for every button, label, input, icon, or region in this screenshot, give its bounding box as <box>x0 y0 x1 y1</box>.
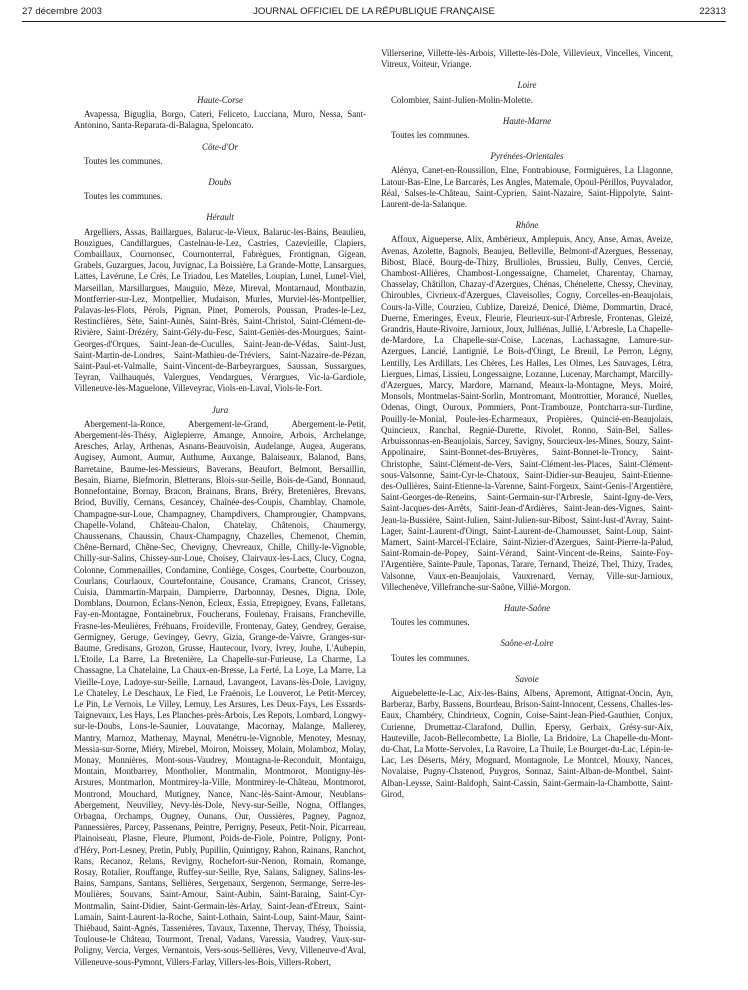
right-column <box>381 48 673 810</box>
department-heading: Côte-d'Or <box>202 141 238 152</box>
department-section <box>381 80 673 105</box>
commune-list: Toutes les communes. <box>84 191 163 202</box>
department-section <box>381 638 673 663</box>
department-heading: Rhône <box>515 220 539 231</box>
department-section-continued <box>381 48 673 70</box>
commune-list: Abergement-la-Ronce, Abergement-le-Grand, Abergement-le-Petit, Abergement-lès-Thésy, Aiglepierre, Amange, Annoire, Arbois, Archelange, Aresches, Arlay, Arthenas, Asnans-Beauvoisin, Audelange, Augea, Augerans, Augisey, Aumont, Aumur, Authume, Auxange, Balaiseaux, Balanod, Bans, Barretaine, Baume-les-Messieurs, Baverans, Beaufort, Belmont, Bersaillin, Besain, Biarne, Biefmorin, Bletterans, Blois-sur-Seille, Bois-de-Gand, Bonnaud, Bonnefontaine, Bornay, Bracon, Brainans, Brans, Bréry, Bretenières, Brevans, Briod, Buvilly, Cernans, Cesancey, Chaînée-des-Coupis, Chamblay, Chamole, Champagne-sur-Loue, Champagney, Champdivers, Champrougier, Champvans, Chapelle-Voland, Château-Chalon, Chatelay, Châtenois, Chaumergy, Chaussenans, Chaussin, Chaux-Champagny, Chazelles, Chemenot, Chemin, Chêne-Bernard, Chêne-Sec, Chevigny, Chevreaux, Chille, Chilly-le-Vignoble, Chilly-sur-Salins, Chissey-sur-Loue, Choisey, Clairvaux-les-Lacs, Clucy, Cogna, Colonne, Commenailles, Condamine, Conliège, Cosges, Courbette, Courbouzon, Courlans, Courlaoux, Courtefontaine, Cousance, Cramans, Crancot, Crissey, Cuisia, Dammartin-Marpain, Dampierre, Darbonnay, Desnes, Digna, Dole, Domblans, Dournon, Eclans-Nenon, Ecleux, Essia, Etrepigney, Evans, Falletans, Fay-en-Montagne, Fontainebrux, Foucherans, Foulenay, Fraisans, Francheville, Frasne-les-Meulières, Fréhuans, Froideville, Frontenay, Gatey, Gendrey, Geraise, Germigney, Geruge, Gevingey, Gevry, Gizia, Grange-de-Vaivre, Granges-sur-Baume, Gredisans, Grozon, Grusse, Hautecour, Ivory, Ivrey, Jouhe, L'Aubepin, L'Etoile, La Barre, La Bretenière, La Chapelle-sur-Furieuse, La Charme, La Chassagne, La Chatelaine, La Chaux-en-Bresse, La Ferté, La Loye, La Marre, La Vieille-Loye, Ladoye-sur-Seille, Larnaud, Lavangeot, Lavans-lès-Dole, Lavigny, Le Chateley, Le Deschaux, Le Fied, Le Fraénois, Le Louverot, Le Petit-Mercey, Le Pin, Le Vernois, Le Villey, Lemuy, Les Arsures, Les Deux-Fays, Les Essards-Taignevaux, Les Hays, Les Planches-près-Arbois, Les Repots, Lombard, Longwy-sur-le-Doubs, Lons-le-Saunier, Louvatange, Macornay, Malange, Mallerey, Mantry, Marnoz, Mathenay, Maynal, Menétru-le-Vignoble, Menotey, Mesnay, Messia-sur-Sorne, Miéry, Mirebel, Moiron, Moissey, Molain, Molamboz, Molay, Monay, Monnières, Mont-sous-Vaudrey, Montagna-le-Reconduit, Montaigu, Montain, Montbarrey, Montholier, Montmalin, Montmorot, Montigny-lès-Arsures, Montmarlon, Montmirey-la-Ville, Montmirey-le-Château, Montmorot, Montrond, Mouchard, Mutigney, Nance, Nanc-lès-Saint-Amour, Neublans-Abergement, Neuvilley, Nevy-lès-Dole, Nevy-sur-Seille, Nogna, Offlanges, Orbagna, Orchamps, Ougney, Ounans, Our, Oussières, Pagney, Pagnoz, Pannessières, Parcey, Passenans, Peintre, Perrigny, Peseux, Petit-Noir, Picarreau, Plainoiseau, Plasne, Fleure, Plumont, Poids-de-Fiole, Pointre, Poligny, Pont-d'Héry, Port-Lesney, Pretin, Publy, Pupillin, Quintigny, Rahon, Rainans, Ranchot, Rans, Recanoz, Relans, Revigny, Rochefort-sur-Nenon, Romain, Romange, Rosay, Rotalier, Rouffange, Ruffey-sur-Seille, Rye, Salans, Saligney, Salins-les-Bains, Sampans, Santans, Sellières, Sergenaux, Sergenon, Sermange, Serre-les-Moulières, Souvans, Saint-Amour, Saint-Aubin, Saint-Baraing, Saint-Cyr-Montmalin, Saint-Didier, Saint-Germain-lès-Arlay, Saint-Jean-d'Etreux, Saint-Lamain, Saint-Laurent-la-Roche, Saint-Lothain, Saint-Loup, Saint-Maur, Saint-Thiébaud, Saint-Agnès, Tassenières, Tavaux, Taxenne, Thervay, Thésy, Thoissia, Toulouse-le Château, Tourmont, Trenal, Vadans, Varessia, Vaudrey, Vaux-sur-Poligny, Vercia, Verges, Vernantois, Vers-sous-Sellières, Vevy, Villeneuve-d'Aval, Villeneuve-sous-Pymont, Villers-Farlay, Villers-les-Bois, Villers-Robert, <box>74 418 366 967</box>
department-heading: Jura <box>211 404 229 415</box>
department-section <box>74 95 366 132</box>
department-heading: Haute-Saône <box>503 602 551 613</box>
header-rule <box>22 21 726 22</box>
department-heading: Loire <box>517 80 537 91</box>
commune-list: Avapessa, Biguglia, Borgo, Cateri, Feliceto, Lucciana, Muro, Nessa, Sant-Antonino, Santa-Reparata-di-Balagna, Speloncato. <box>74 109 366 131</box>
department-section <box>381 151 673 210</box>
commune-list: Toutes les communes. <box>391 130 470 141</box>
department-heading: Pyrénées-Orientales <box>490 151 564 162</box>
department-section <box>381 674 673 800</box>
commune-list: Aiguebelette-le-Lac, Aix-les-Bains, Albens, Apremont, Attignat-Oncin, Ayn, Barberaz, Barby, Bassens, Bourdeau, Brison-Saint-Innocent, Cessens, Challes-les-Eaux, Chambéry, Chindrieux, Cognin, Coise-Saint-Jean-Pied-Gauthier, Conjux, Curienne, Drumettaz-Clarafond, Dullin, Epersy, Gerbaix, Grésy-sur-Aix, Hauteville, Jacob-Bellecombette, La Biolle, La Bridoire, La Chapelle-du-Mont-du-Chat, La Motte-Servolex, La Ravoire, La Thuile, Le Bourget-du-Lac, Lépin-le-Lac, Les Déserts, Méry, Mognard, Montagnole, Le Montcel, Mouxy, Nances, Novalaise, Pugny-Chatenod, Puygros, Sonnaz, Saint-Alban-de-Montbel, Saint-Alban-Leysse, Saint-Baldoph, Saint-Cassin, Saint-Germain-la-Chambotte, Saint-Girod, <box>381 687 673 799</box>
department-section <box>381 603 673 628</box>
header-date: 27 décembre 2003 <box>22 6 103 17</box>
commune-list: Alénya, Canet-en-Roussillon, Elne, Fontrabiouse, Formiguères, La Llagonne, Latour-Bas-Elne, Le Barcarès, Les Angles, Matemale, Opoul-Périllos, Puyvalador, Réal, Salses-le-Château, Saint-Cyprien, Saint-Nazaire, Saint-Hippolyte, Saint-Laurent-de-la-Salanque. <box>381 165 673 210</box>
commune-list: Argelliers, Assas, Baillargues, Balaruc-le-Vieux, Balaruc-les-Bains, Beaulieu, Bouzigues, Candillargues, Castelnau-le-Lez, Castries, Cazevieille, Clapiers, Combaillaux, Cournonsec, Cournonterral, Fabrègues, Frontignan, Gigean, Grabels, Guzargues, Jacou, Juvignac, La Boissière, La Grande-Motte, Lansargues, Lattes, Lavérune, Le Crès, Le Triadou, Les Matelles, Loupian, Lunel, Lunel-Viel, Marseillan, Marsillargues, Mauguio, Mèze, Mireval, Montarnaud, Montbazin, Montferrier-sur-Lez, Montpellier, Mudaison, Murles, Murviel-lès-Montpellier, Palavas-les-Flots, Pérols, Pignan, Pinet, Pomerols, Poussan, Prades-le-Lez, Restinclières, Sète, Saint-Aunès, Saint-Brès, Saint-Christol, Saint-Clément-de-Rivière, Saint-Drézéry, Saint-Gély-du-Fesc, Saint-Geniès-des-Mourgues, Saint-Georges-d'Orques, Saint-Jean-de-Cuculles, Saint-Jean-de-Védas, Saint-Just, Saint-Martin-de-Londres, Saint-Mathieu-de-Tréviers, Saint-Nazaire-de-Pézan, Saint-Paul-et-Valmalle, Saint-Vincent-de-Barbeyrargues, Saussan, Sussargues, Teyran, Vailhauquès, Valergues, Vendargues, Vérargues, Vic-la-Gardiole, Villeneuve-lès-Maguelone, Villeveyrac, Viols-en-Laval, Viols-le-Fort. <box>74 226 366 394</box>
commune-list: Affoux, Aigueperse, Alix, Ambérieux, Amplepuis, Ancy, Anse, Arnas, Aveize, Avenas, Azolette, Bagnols, Beaujeu, Belleville, Belmont-d'Azergues, Bessenay, Bibost, Blacé, Bourg-de-Thizy, Brullioles, Brussieu, Bully, Cenves, Cercié, Chambost-Allières, Chambost-Longessaigne, Chamelet, Charentay, Charnay, Chasselay, Châtillon, Chazay-d'Azergues, Chénas, Chénelette, Chessy, Chevinay, Chiroubles, Civrieux-d'Azergues, Claveisolles, Cogny, Corcelles-en-Beaujolais, Cours-la-Ville, Courzieu, Cublize, Dareizé, Denicé, Dième, Dommartin, Dracé, Duerne, Emeringes, Eveux, Fleurie, Fleurieux-sur-l'Arbresle, Frontenas, Gleizé, Grandris, Haute-Rivoire, Jarnioux, Joux, Julliénas, Jullié, L'Arbresle, La Chapelle-de-Mardore, La Chapelle-sur-Coise, Lacenas, Lachassagne, Lamure-sur-Azergues, Lancié, Lantignié, Le Bois-d'Oingt, Le Breuil, Le Perron, Légny, Lentilly, Les Ardillats, Les Chères, Les Halles, Les Olmes, Les Sauvages, Létra, Liergues, Limas, Lissieu, Longessaigne, Lozanne, Lucenay, Marchampt, Marcilly-d'Azergues, Marcy, Mardore, Marnand, Meaux-la-Montagne, Meys, Moiré, Monsols, Montmelas-Saint-Sorlin, Montromant, Montrottier, Morancé, Nuelles, Odenas, Oingt, Ouroux, Pommiers, Pont-Trambouze, Pontcharra-sur-Turdine, Pouilly-le-Monial, Poule-les-Echarmeaux, Propières, Quincié-en-Beaujolais, Quincieux, Ranchal, Regnié-Durette, Rivolet, Ronno, Sain-Bel, Salles-Arbuissonnas-en-Beaujolais, Sarcey, Savigny, Sourcieux-les-Mines, Souzy, Saint-Appolinaire, Saint-Bonnet-des-Bruyères, Saint-Bonnet-le-Troncy, Saint-Christophe, Saint-Clément-de-Vers, Saint-Clément-les-Places, Saint-Clément-sous-Valsonne, Saint-Cyr-le-Chatoux, Saint-Didier-sur-Beaujeu, Saint-Etienne-des-Oullières, Saint-Etienne-la-Varenne, Saint-Forgeux, Saint-Genis-l'Argentière, Saint-Georges-de-Reneins, Saint-Germain-sur-l'Arbresle, Saint-Igny-de-Vers, Saint-Jacques-des-Arrêts, Saint-Jean-d'Ardières, Saint-Jean-des-Vignes, Saint-Jean-la-Bussière, Saint-Julien, Saint-Julien-sur-Bibost, Saint-Just-d'Avray, Saint-Lager, Saint-Laurent-d'Oingt, Saint-Laurent-de-Chamousset, Saint-Loup, Saint-Mamert, Saint-Marcel-l'Eclaire, Saint-Nizier-d'Azergues, Saint-Pierre-la-Palud, Saint-Romain-de-Popey, Saint-Vérand, Saint-Vincent-de-Reins, Sainte-Foy-l'Argentière, Sainte-Paule, Taponas, Tarare, Ternand, Theizé, Thel, Thizy, Trades, Valsonne, Vaux-en-Beaujolais, Vauxrenard, Vernay, Ville-sur-Jarnioux, Villechenève, Villefranche-sur-Saône, Villié-Morgon. <box>381 234 673 592</box>
header-journal-title: JOURNAL OFFICIEL DE LA RÉPUBLIQUE FRANÇAISE <box>253 6 495 17</box>
department-heading: Saône-et-Loire <box>500 638 554 649</box>
department-section <box>74 142 366 167</box>
department-heading: Doubs <box>208 177 232 188</box>
department-heading: Savoie <box>515 673 539 684</box>
department-section <box>74 177 366 202</box>
department-heading: Haute-Corse <box>197 95 243 105</box>
department-heading: Hérault <box>206 212 234 223</box>
page-header <box>22 6 726 22</box>
commune-list-continued: Villerserine, Villette-lès-Arbois, Villette-lès-Dole, Villevieux, Vincelles, Vincent, Vitreux, Voiteur, Vriange. <box>381 48 673 70</box>
department-section <box>381 220 673 593</box>
commune-list: Toutes les communes. <box>391 617 470 628</box>
department-section <box>74 212 366 394</box>
department-section <box>74 405 366 968</box>
department-section <box>381 116 673 141</box>
commune-list: Colombier, Saint-Julien-Molin-Molette. <box>391 94 533 105</box>
commune-list: Toutes les communes. <box>391 652 470 663</box>
left-column <box>74 95 366 978</box>
department-heading: Haute-Marne <box>502 115 552 126</box>
commune-list: Toutes les communes. <box>84 155 163 166</box>
header-page-number: 22313 <box>699 6 726 17</box>
